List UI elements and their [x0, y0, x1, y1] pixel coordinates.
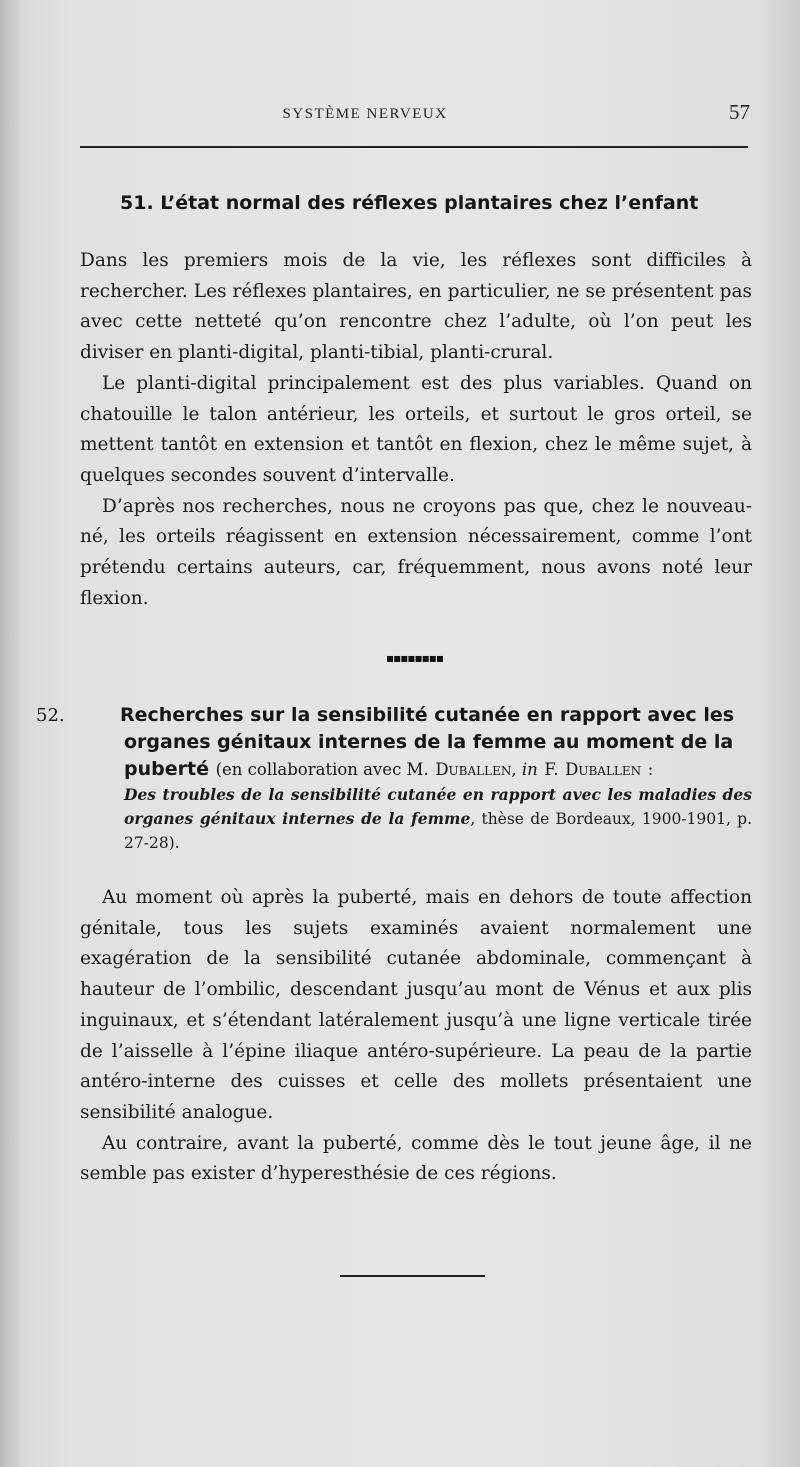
reference-author: Duballen	[435, 760, 512, 779]
reference-author-2: Duballen	[565, 760, 642, 779]
reference-in: in	[521, 760, 538, 779]
page-header	[80, 100, 750, 130]
reference-work: Des troubles de la sensibilité cutanée en rapport avec les maladies des organes génitaux internes de la femme	[124, 785, 752, 828]
reference-open: (en collaboration avec M.	[215, 760, 429, 779]
end-rule	[340, 1275, 485, 1277]
header-rule	[80, 146, 748, 148]
section-51-title: 51. L’état normal des réflexes plantaires chez l’enfant	[120, 192, 699, 214]
paragraph: Au contraire, avant la puberté, comme dès le tout jeune âge, il ne semble pas exister d’hyperesthésie de ces régions.	[80, 1132, 752, 1185]
reference-close: , thèse de Bordeaux, 1900-1901, p. 27-28).	[124, 810, 752, 852]
reference-f: F.	[544, 760, 559, 779]
section-52-body	[80, 883, 752, 1190]
section-52-title-block: 52. Recherches sur la sensibilité cutanée en rapport avec les organes génitaux internes de la femme au moment de la puberté (en collaboration avec M. Duballen, in F. Duballen :	[36, 704, 735, 780]
section-separator: ▪▪▪▪▪▪▪▪	[386, 651, 444, 665]
paragraph: Le planti-digital principalement est des plus variables. Quand on chatouille le talon antérieur, les orteils, et surtout le gros orteil, se mettent tantôt en extension et tantôt en flexion, chez le même sujet, à quelques secondes souvent d’intervalle.	[80, 372, 752, 486]
paragraph: Dans les premiers mois de la vie, les réflexes sont difficiles à rechercher. Les réflexes plantaires, en particulier, ne se présentent pas avec cette netteté qu’on rencontre chez l’adulte, où l’on peut les diviser en planti-digital, planti-tibial, planti-crural.	[80, 250, 752, 364]
reference-line	[80, 783, 752, 855]
page-number: 57	[729, 100, 750, 124]
running-title: SYSTÈME NERVEUX	[282, 106, 448, 122]
paragraph: D’après nos recherches, nous ne croyons pas que, chez le nouveau-né, les orteils réagissent en extension nécessairement, comme l’ont prétendu certains auteurs, car, fréquemment, nous avons noté leur flexion.	[80, 495, 752, 609]
section-51-body	[80, 246, 752, 614]
paragraph: Au moment où après la puberté, mais en dehors de toute affection génitale, tous les sujets examinés avaient normalement une exagération de la sensibilité cutanée abdominale, commençant à hauteur de l’ombilic, descendant jusqu’au mont de Vénus et aux plis inguinaux, et s’étendant latéralement jusqu’à une ligne verticale tirée de l’aisselle à l’épine iliaque antéro-supérieure. La peau de la partie antéro-interne des cuisses et celle des mollets présentaient une sensibilité analogue.	[80, 887, 752, 1123]
section-number: 52.	[36, 705, 65, 726]
reference-colon: :	[647, 760, 654, 779]
section-52-title: Recherches sur la sensibilité cutanée en rapport avec les organes génitaux internes de la femme au moment de la puberté	[120, 704, 735, 780]
section-52-heading	[36, 702, 752, 855]
